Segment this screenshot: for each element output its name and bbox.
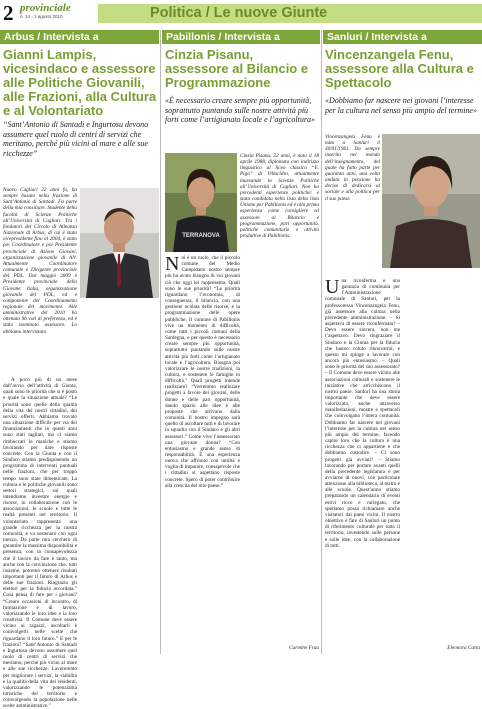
col1-bio	[3, 187, 77, 373]
col3-bio	[325, 134, 380, 274]
col1-section-label: Arbus / Intervista a	[0, 30, 159, 44]
col2-signature: Carmine Frau	[289, 644, 319, 651]
col2-headline: Cinzia Pisanu, assessore al Bilancio e Programmazione	[165, 47, 309, 90]
masthead-logo: provinciale	[20, 2, 71, 14]
portrait-image	[80, 188, 159, 298]
col1-body-right-top	[80, 301, 159, 373]
portrait-image	[165, 153, 237, 252]
col3-portrait-photo	[382, 134, 480, 268]
section-title: Politica / Le nuove Giunte	[150, 5, 328, 21]
column-divider	[160, 30, 161, 654]
col3-body-left	[325, 278, 400, 653]
col1-headline: Gianni Lampis, vicesindaco e assessore alle Politiche Giovanili, alle Frazioni, alla Cultura e al Volontariato	[3, 47, 157, 118]
col2-body-text: oi è un ruolo, che il piccolo comune del Medio Campidano nostro sempre più ha avuto bisogno di voi giovani ciò che oggi lei rappresenta. Quali sono le sue priorità? “Le priorità riguardano l’economia, di conseguenza, il bilancio, con una gestione oculata delle risorse, e la programmazione delle opere pubbliche. Il comune di Pabillonis vive un momento di difficoltà, come tutti i piccoli comuni della Sardegna, e per questo è necessario creare sempre più opportunità, soprattutto puntando sulle nostre attività più forti come l’artigianato locale e l’agricoltura. Bisogna poi valorizzare le nostre tradizioni, la cultura, e sostenere le famiglie in difficoltà.” Quali progetti intende realizzare? “Vorremmo realizzare progetti a favore dei giovani, delle donne e delle pari opportunità, dando spazio alle idee e alle proposte che arrivano dalla comunità. Il nostro impegno sarà quello di ascoltare tutti e di lavorare in squadra con il Sindaco e gli altri assessori.” Come vive l’assessorato una giovane donna? “Con entusiasmo e grande senso di responsabilità. È una esperienza nuova che affronto con umiltà e voglia di imparare, consapevole che i cittadini si aspettano risposte concrete. Spero di poter contribuire alla crescita del mio paese.”	[165, 255, 240, 489]
col3-section-label: Sanluri / Intervista a	[323, 30, 482, 44]
col2-body-left	[165, 255, 240, 653]
col1-body-right	[80, 377, 159, 653]
col3-body-text: na riconferma e una garanzia di continuità per l’Amministrazione comunale di Sanluri, per la professoressa Vincenzangela Fenu, già assessore alla cultura nella precedente amministrazione. – Si aspettava di essere riconfermata? – Devo essere sincera, non me l’aspettavo. Devo ringraziare il Sindaco e la Giunta per la fiducia che hanno voluto rinnovarmi, e questo mi spinge a lavorare con ancora più entusiasmo. – Quali sono le priorità del suo assessorato? – Il Comune deve essere vicino alle associazioni culturali e sostenere le iniziative che arricchiscono il nostro paese. Sanluri ha una storia importante che deve essere valorizzata, anche attraverso manifestazioni, mostre e spettacoli che coinvolgano l’intera comunità. Dobbiamo far nascere nei giovani l’interesse per la cultura nel senso più ampio del termine, facendo capire loro che la cultura è una ricchezza che ci appartiene e che dobbiamo custodire. – Ci sono progetti già avviati? – Stiamo lavorando per portare avanti quelli della precedente legislatura e per avviarne di nuovi, con particolare attenzione alla biblioteca, al teatro e alle scuole. Quest’anno stiamo preparando un calendario di eventi estivi ricco e variegato, che speriamo possa richiamare anche visitatori dai paesi vicini. Il nostro obiettivo è fare di Sanluri un punto di riferimento culturale per tutto il territorio, investendo sulle persone e sulle idee, con la collaborazione di tutti.	[325, 278, 400, 549]
column-divider	[321, 30, 322, 654]
col2-dropcap: N	[165, 253, 180, 275]
col1-portrait-photo	[80, 188, 159, 298]
col2-bio-text: Cinzia Pisanu, 22 anni, è nata il 18 aprile 1988, diplomata con indirizzo linguistico al liceo classico “E. Piga” di Villacidro, attualmente laureanda in Scienze Politiche all’Università di Cagliari. Non ha precedenti esperienze politiche: è stata candidata nella lista della lista Unione per Pabillonis ed è alla prima esperienza come consigliere ed assessore al Bilancio e programmazione, pari opportunità, politiche comunitarie e attività produttive di Pabillonis.	[240, 153, 319, 240]
col3-lead: «Dobbiamo far nascere nei giovani l’interesse per la cultura nel senso più ampio del termine»	[325, 96, 477, 115]
col2-body-right	[243, 255, 319, 653]
page-number: 2	[3, 1, 14, 25]
col3-body-right	[403, 278, 480, 653]
col3-bio-text: Vincenzangela Fenu è nata a Sanluri il 30/01/1961. Da sempre inserita nel mondo dell’insegnamento, del quale ha fatto parte per quaranta anni, una volta andata in pensione ha deciso di dedicarsi al sociale e alla politica per il suo paese.	[325, 134, 380, 202]
col3-dropcap: U	[325, 276, 340, 298]
page-header	[0, 0, 482, 26]
col1-body-left	[3, 377, 77, 709]
issue-line: n. 14 - 1 agosto 2010	[20, 14, 63, 19]
col3-headline: Vincenzangela Fenu, assessore alla Cultura e Spettacolo	[325, 47, 474, 90]
portrait-image	[382, 134, 480, 268]
col1-lead: “Sant’Antonio di Santadi e Ingurtosu devono assumere quel ruolo di centri di servizi che meritano, perché più vicini al mare e alle sue ricchezze”	[3, 120, 149, 158]
col2-lead: «È necessario creare sempre più opportunità, soprattutto puntando sulle nostre attività più forti come l’artigianato locale e l’agricoltura»	[165, 96, 315, 125]
col1-bio-text: Nuovo Cagliari 22 anni fa, ha sempre basato nella frazione di Sant’Antonio di Santadi. Fa parte della mia consiliare. Studente della facoltà di Scienze Politiche all’Università di Cagliari. Tra i fondatori del Circolo di Alleanza Nazionale di Arbus, di cui è stato vicepresidente fino al 2004, è stato poi Coordinatore e poi Presidente provinciale di Azione Giovani, organizzazione giovanile di AN. Attualmente Coordinatore comunale e Dirigente provinciale del PDL. Dal maggio 2009 è Presidente provinciale della Giovane Italia, organizzazione giovanile del PDL, ed è componente del Coordinamento regionale del movimento. Alle amministrative del 2010 ha ottenuto 96 voti di preferenza, ed è stato nominato assessore. Lo abbiamo intervistato.	[3, 187, 77, 335]
col3-signature: Eleonora Carta	[447, 644, 480, 651]
col2-section-label: Pabillonis / Intervista a	[162, 30, 320, 44]
col2-portrait-photo	[165, 153, 237, 252]
shirt-text: TERRANOVA	[182, 233, 220, 239]
col1-body-text: A poco più di un mese dall’avvio dell’attività di Giunta, quali sono le priorità che si è posto e quale la situazione attuale? “Le priorità sono quelle della qualità della vita dei nostri cittadini, dei servizi offerti. Abbiamo trovato una situazione difficile per via dei finanziamenti che in questi anni sono stati tagliati, ma ci siamo rimboccati le maniche e stiamo lavorando per dare risposte concrete. Con la Giunta e con il Sindaco stiamo predisponendo un programma di interventi puntuali nelle frazioni, che per troppo tempo sono state dimenticate. La cultura e le politiche giovanili sono settori strategici, sui quali intendiamo investire energie e risorse, in collaborazione con le associazioni, le scuole e tutte le realtà presenti nel territorio. Il volontariato rappresenta una grande ricchezza per la nostra comunità, e va sostenuto con ogni mezzo. Da parte mia cercherò di garantire la massima disponibilità e presenza, con la consapevolezza che il lavoro da fare è tanto, ma anche con la convinzione che, tutti insieme, potremo ottenere risultati importanti per il futuro di Arbus e delle sue frazioni. Ringrazio gli elettori per la fiducia accordata.” Cosa pensa di fare per i giovani? “Creare occasioni di incontro, di formazione e di lavoro, valorizzando le loro idee e la loro creatività. Il Comune deve essere vicino ai ragazzi, ascoltarli e coinvolgerli nelle scelte che riguardano il loro futuro.” E per le frazioni? “Sant’Antonio di Santadi e Ingurtosu devono assumere quel ruolo di centri di servizi che meritano, perché più vicini al mare e alle sue ricchezze. Lavoreremo per migliorare i servizi, la viabilità e la qualità della vita dei residenti, valorizzando le potenzialità turistiche del territorio e coinvolgendo la popolazione nelle scelte amministrative.”	[3, 377, 77, 709]
col2-bio	[240, 153, 319, 251]
